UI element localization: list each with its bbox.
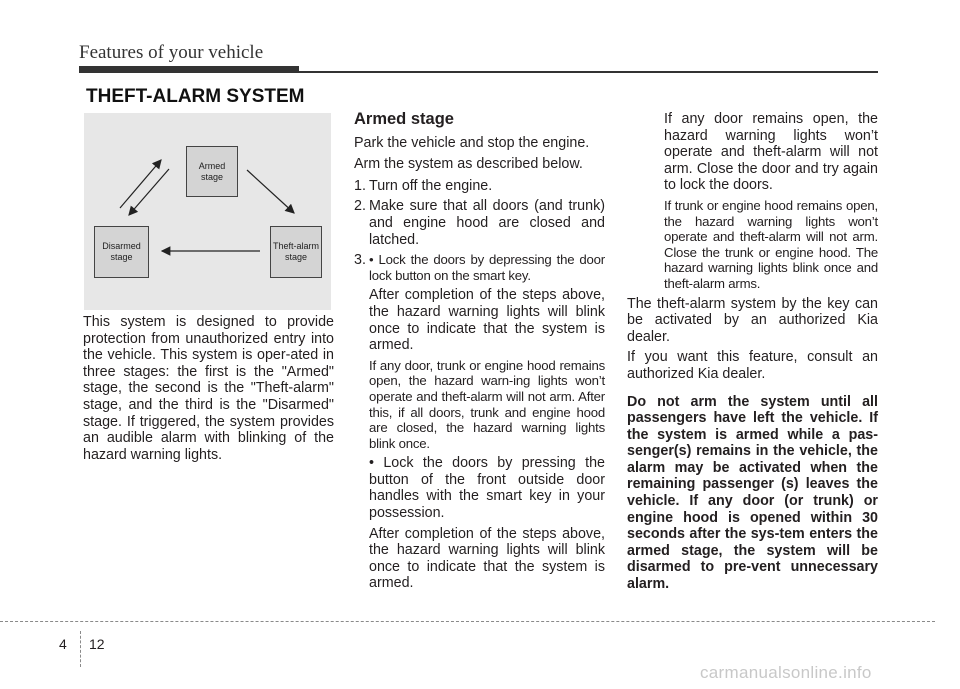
section-number: 4 [59, 636, 67, 652]
right-p3: The theft-alarm system by the key can be activated by an authorized Kia dealer. [627, 295, 878, 345]
step-3b-text: • Lock the doors by pressing the button of the front outside door handles with the smart key in your possession. [369, 455, 605, 522]
middle-column [354, 111, 605, 592]
armed-p1: Park the vehicle and stop the engine. [354, 134, 590, 151]
intro-column [83, 314, 334, 463]
page-header-title: Features of your vehicle [79, 42, 264, 63]
footer-divider [80, 631, 81, 667]
arrow-armed-to-theft [247, 170, 294, 213]
diagram-arrows [84, 113, 331, 310]
warning-paragraph: Do not arm the system until all passengers have left the vehicle. If the system is armed while a pas-senger(s) remains in the vehicle, the alarm may be activated when the remaining passenger (s) leaves the vehicle. If any door (or trunk) or engine hood is opened within 30 seconds after the sys-tem enters the armed stage, the system will be disarmed to pre-vent unnecessary alarm. [627, 393, 878, 593]
stage-diagram [84, 113, 331, 310]
watermark: carmanualsonline.info [700, 663, 872, 682]
step-3a-after: After completion of the steps above, the hazard warning lights will blink once to indicate that the system is armed. [369, 287, 605, 354]
arrow-armed-to-disarmed [129, 169, 169, 215]
step-2-text: Make sure that all doors (and trunk) and engine hood are closed and latched. [369, 198, 605, 248]
right-p1: If any door remains open, the hazard warning lights won’t operate and theft-alarm will not arm. Close the door and try again to lock the doors. [664, 111, 878, 194]
intro-paragraph: This system is designed to provide protection from unauthorized entry into the vehicle. This system is oper-ated in three stages: the first is the "Armed" stage, the second is the "Theft-alarm" stage, and the third is the "Disarmed" stage. If triggered, the system provides an audible alarm with blinking of the hazard warning lights. [83, 314, 334, 463]
right-p4: If you want this feature, consult an authorized Kia dealer. [627, 349, 878, 382]
step-1 [354, 178, 605, 195]
footer-rule [0, 621, 935, 622]
step-1-number: 1. [354, 177, 366, 194]
header-rule [299, 71, 878, 73]
step-1-text: Turn off the engine. [369, 177, 493, 194]
step-3a-note: If any door, trunk or engine hood remains open, the hazard warn-ing lights won’t operate and theft-alarm will not arm. After this, if all doors, trunk and engine hood are closed, the hazard warning lights blink once. [369, 357, 605, 451]
right-column [627, 111, 878, 593]
armed-p2: Arm the system as described below. [354, 156, 583, 173]
section-title: THEFT-ALARM SYSTEM [86, 86, 305, 107]
step-2-number: 2. [354, 198, 366, 215]
armed-stage-heading: Armed stage [354, 110, 454, 128]
header-bar [79, 66, 299, 73]
step-2 [354, 198, 605, 248]
arrow-disarmed-to-armed [120, 160, 161, 208]
armed-stage-box: Armed stage [186, 146, 238, 197]
page-number: 12 [89, 636, 105, 652]
step-3b-after: After completion of the steps above, the hazard warning lights will blink once to indicate that the system is armed. [369, 525, 605, 592]
right-p2: If trunk or engine hood remains open, the hazard warning lights won’t operate and theft-alarm will not arm. Close the trunk or engine hood. The hazard warning lights blink once and theft-alarm arms. [664, 197, 878, 291]
step-3-number: 3. [354, 252, 366, 269]
theft-alarm-stage-box: Theft-alarm stage [270, 226, 322, 278]
step-3a-text: • Lock the doors by depressing the door lock button on the smart key. [369, 252, 605, 283]
disarmed-stage-box: Disarmed stage [94, 226, 149, 278]
step-3 [354, 252, 605, 592]
